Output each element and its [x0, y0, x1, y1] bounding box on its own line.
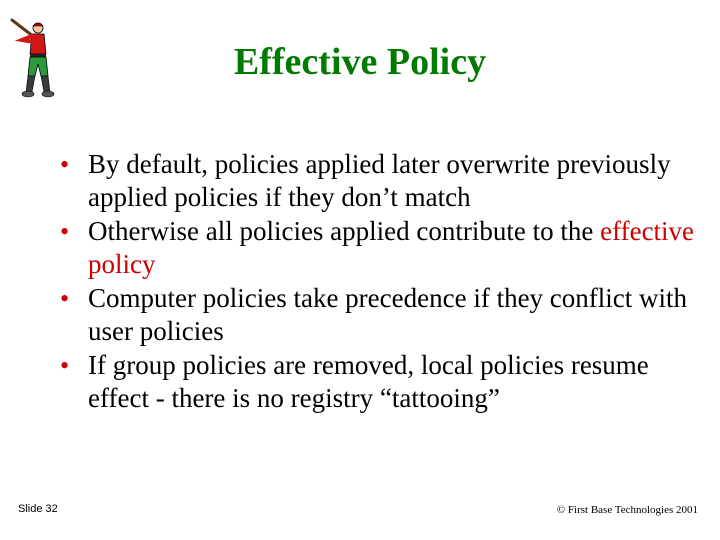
- bullet-text: Otherwise all policies applied contribute to the: [88, 216, 601, 246]
- copyright-notice: © First Base Technologies 2001: [556, 504, 698, 516]
- bullet-marker: •: [60, 217, 70, 246]
- bullet-highlight-text: effective policy: [88, 216, 695, 279]
- bullet-marker: •: [60, 351, 70, 380]
- bullet-item: [58, 349, 698, 415]
- slide-number: Slide 32: [18, 503, 58, 515]
- bullet-item: [58, 215, 698, 281]
- bullet-text: If group policies are removed, local policies resume effect - there is no registry “tattooing”: [88, 350, 649, 413]
- bullet-item: [58, 148, 698, 214]
- bullet-marker: •: [60, 284, 70, 313]
- bullet-marker: •: [60, 150, 70, 179]
- bullet-item: [58, 282, 698, 348]
- bullet-text: By default, policies applied later overwrite previously applied policies if they don’t match: [88, 149, 671, 212]
- slide-title: Effective Policy: [233, 41, 487, 83]
- bullet-list: [58, 148, 698, 416]
- bullet-text: Computer policies take precedence if they conflict with user policies: [88, 283, 688, 346]
